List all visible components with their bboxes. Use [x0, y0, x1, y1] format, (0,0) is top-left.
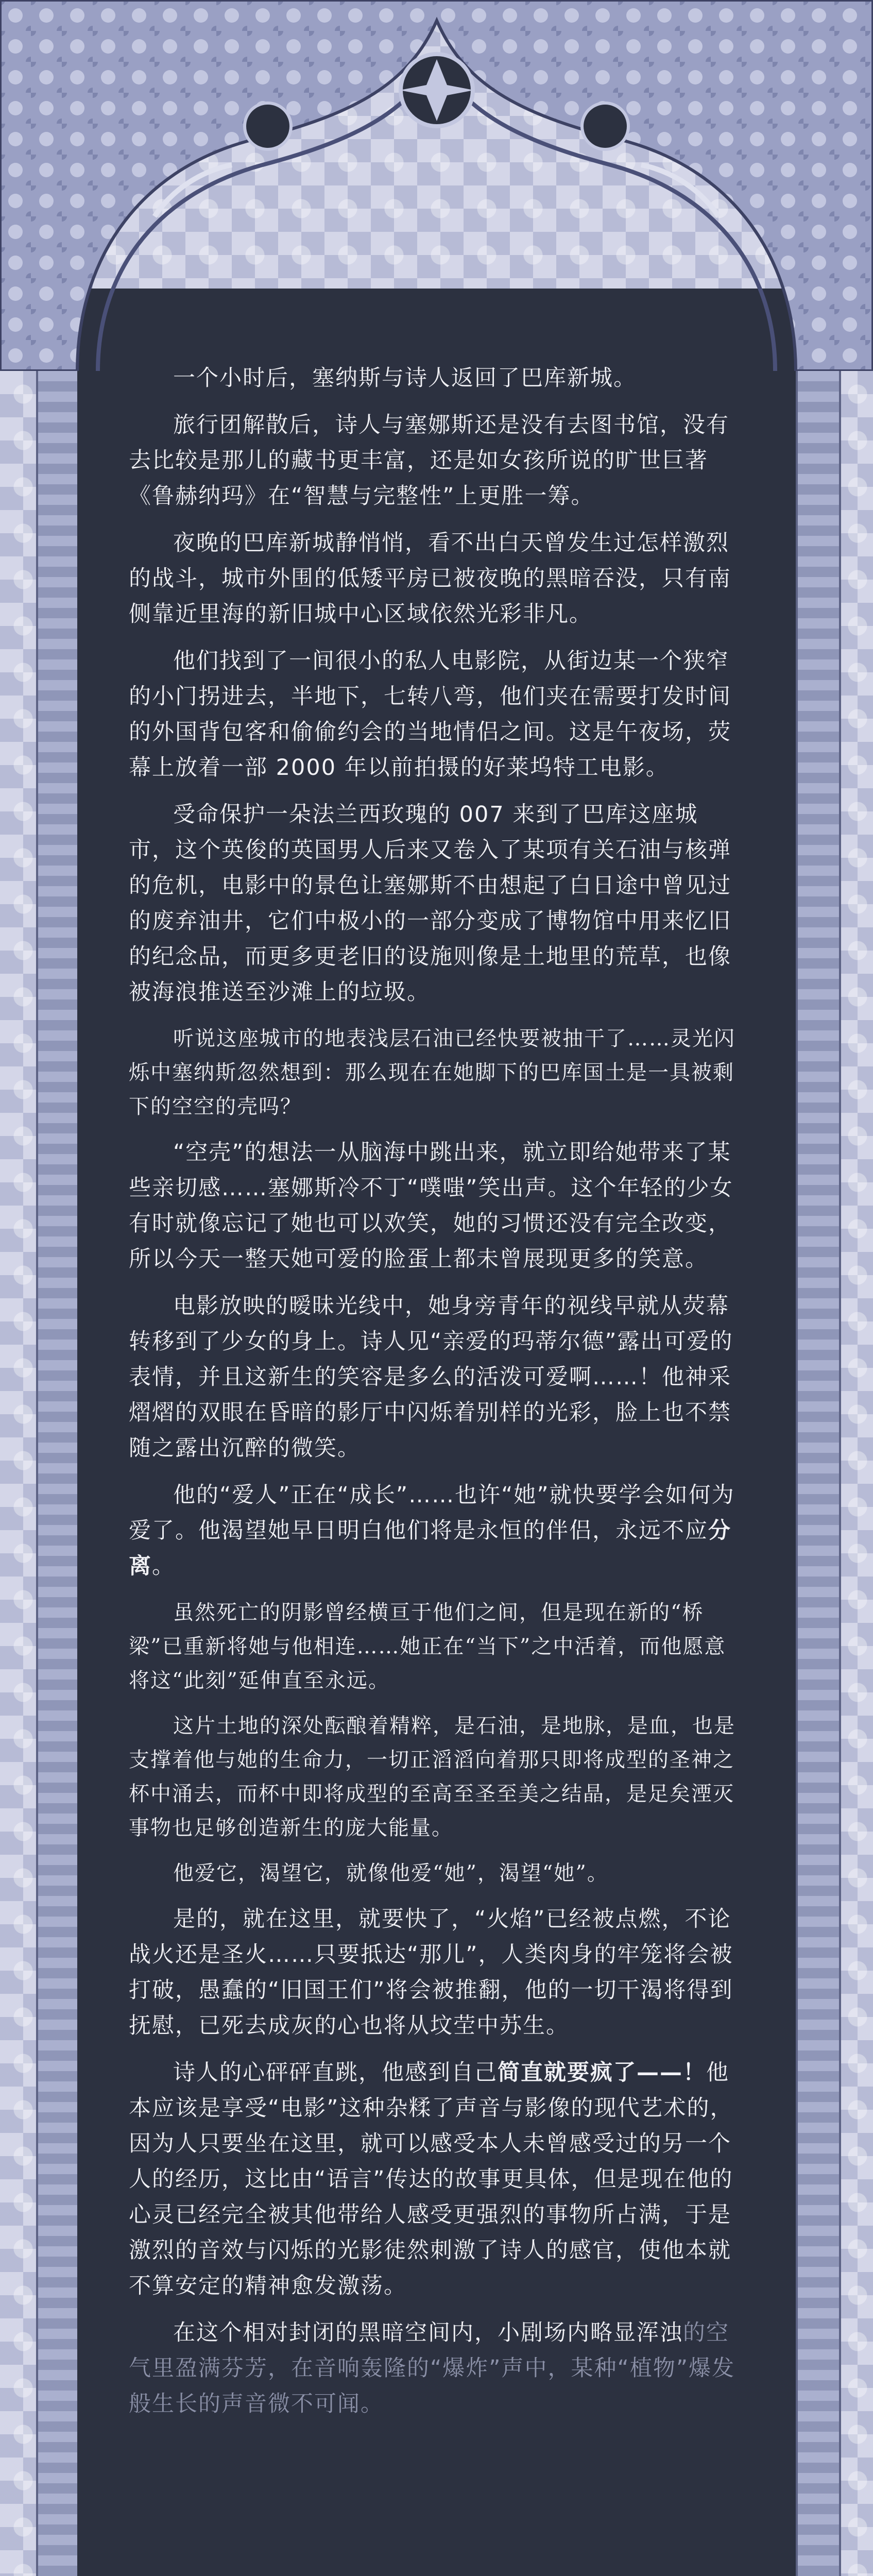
story-paragraph: 在这个相对封闭的黑暗空间内，小剧场内略显浑浊的空气里盈满芬芳，在音响轰隆的“爆炸”声中，某种“植物”爆发般生长的声音微不可闻。 [129, 2320, 735, 2417]
story-paragraph: 一个小时后，塞纳斯与诗人返回了巴库新城。 [173, 365, 637, 391]
story-paragraph: 夜晚的巴库新城静悄悄，看不出白天曾发生过怎样激烈的战斗，城市外围的低矮平房已被夜晚的黑暗吞没，只有南侧靠近里海的新旧城中心区域依然光彩非凡。 [129, 530, 731, 627]
story-paragraph: 这片土地的深处酝酿着精粹，是石油，是地脉，是血，也是支撑着他与她的生命力，一切正滔滔向着那只即将成型的圣神之杯中涌去，而杯中即将成型的至高至圣至美之结晶，是足矣湮灭事物也足够创造新生的庞大能量。 [129, 1714, 735, 1840]
story-paragraph: 诗人的心砰砰直跳，他感到自己简直就要疯了——！他本应该是享受“电影”这种杂糅了声音与影像的现代艺术的，因为人只要坐在这里，就可以感受本人未曾感受过的另一个人的经历，这比由“语言”传达的故事更具体，但是现在他的心灵已经完全被其他带给人感受更强烈的事物所占满，于是激烈的音效与闪烁的光影徒然刺激了诗人的感官，使他本就不算安定的精神愈发激荡。 [129, 2060, 733, 2299]
story-paragraph: 听说这座城市的地表浅层石油已经快要被抽干了……灵光闪烁中塞纳斯忽然想到：那么现在在她脚下的巴库国土是一具被剩下的空空的壳吗？ [129, 1027, 735, 1118]
story-paragraph: 受命保护一朵法兰西玫瑰的 007 来到了巴库这座城市，这个英俊的英国男人后来又卷入了某项有关石油与核弹的危机，电影中的景色让塞娜斯不由想起了白日途中曾见过的废弃油井，它们中极小的一部分变成了博物馆中用来忆旧的纪念品，而更多更老旧的设施则像是土地里的荒草，也像被海浪推送至沙滩上的垃圾。 [129, 802, 731, 1005]
story-paragraph: 电影放映的暧昧光线中，她身旁青年的视线早就从荧幕转移到了少女的身上。诗人见“亲爱的玛蒂尔德”露出可爱的表情，并且这新生的笑容是多么的活泼可爱啊……！他神采熠熠的双眼在昏暗的影厅中闪烁着别样的光彩，脸上也不禁随之露出沉醉的微笑。 [129, 1293, 733, 1461]
right-pillar [796, 258, 841, 2576]
gothic-arch-ornament [0, 0, 873, 371]
story-paragraph: “空壳”的想法一从脑海中跳出来，就立即给她带来了某些亲切感……塞娜斯冷不丁“噗嗤”笑出声。这个年轻的少女有时就像忘记了她也可以欢笑，她的习惯还没有完全改变，所以今天一整天她可爱的脸蛋上都未曾展现更多的笑意。 [129, 1140, 733, 1272]
left-pillar [36, 258, 81, 2576]
story-paragraph: 虽然死亡的阴影曾经横亘于他们之间，但是现在新的“桥梁”已重新将她与他相连……她正在“当下”之中活着，而他愿意将这“此刻”延伸直至永远。 [129, 1601, 726, 1692]
story-paragraph: 是的，就在这里，就要快了，“火焰”已经被点燃，不论战火还是圣火……只要抵达“那儿”，人类肉身的牢笼将会被打破，愚蠢的“旧国王们”将会被推翻，他的一切干渴将得到抚慰，已死去成灰的心也将从坟茔中苏生。 [129, 1906, 733, 2039]
story-content [129, 361, 744, 2433]
story-paragraph: 他的“爱人”正在“成长”……也许“她”就快要学会如何为爱了。他渴望她早日明白他们将是永恒的伴侣，永远不应分离。 [129, 1482, 735, 1579]
story-paragraph: 他们找到了一间很小的私人电影院，从街边某一个狭窄的小门拐进去，半地下，七转八弯，他们夹在需要打发时间的外国背包客和偷偷约会的当地情侣之间。这是午夜场，荧幕上放着一部 2000 年以前拍摄的好莱坞特工电影。 [129, 648, 731, 781]
story-paragraph: 他爱它，渴望它，就像他爱“她”，渴望“她”。 [173, 1861, 609, 1885]
story-paragraph: 旅行团解散后，诗人与塞娜斯还是没有去图书馆，没有去比较是那儿的藏书更丰富，还是如女孩所说的旷世巨著《鲁赫纳玛》在“智慧与完整性”上更胜一筹。 [129, 412, 729, 509]
